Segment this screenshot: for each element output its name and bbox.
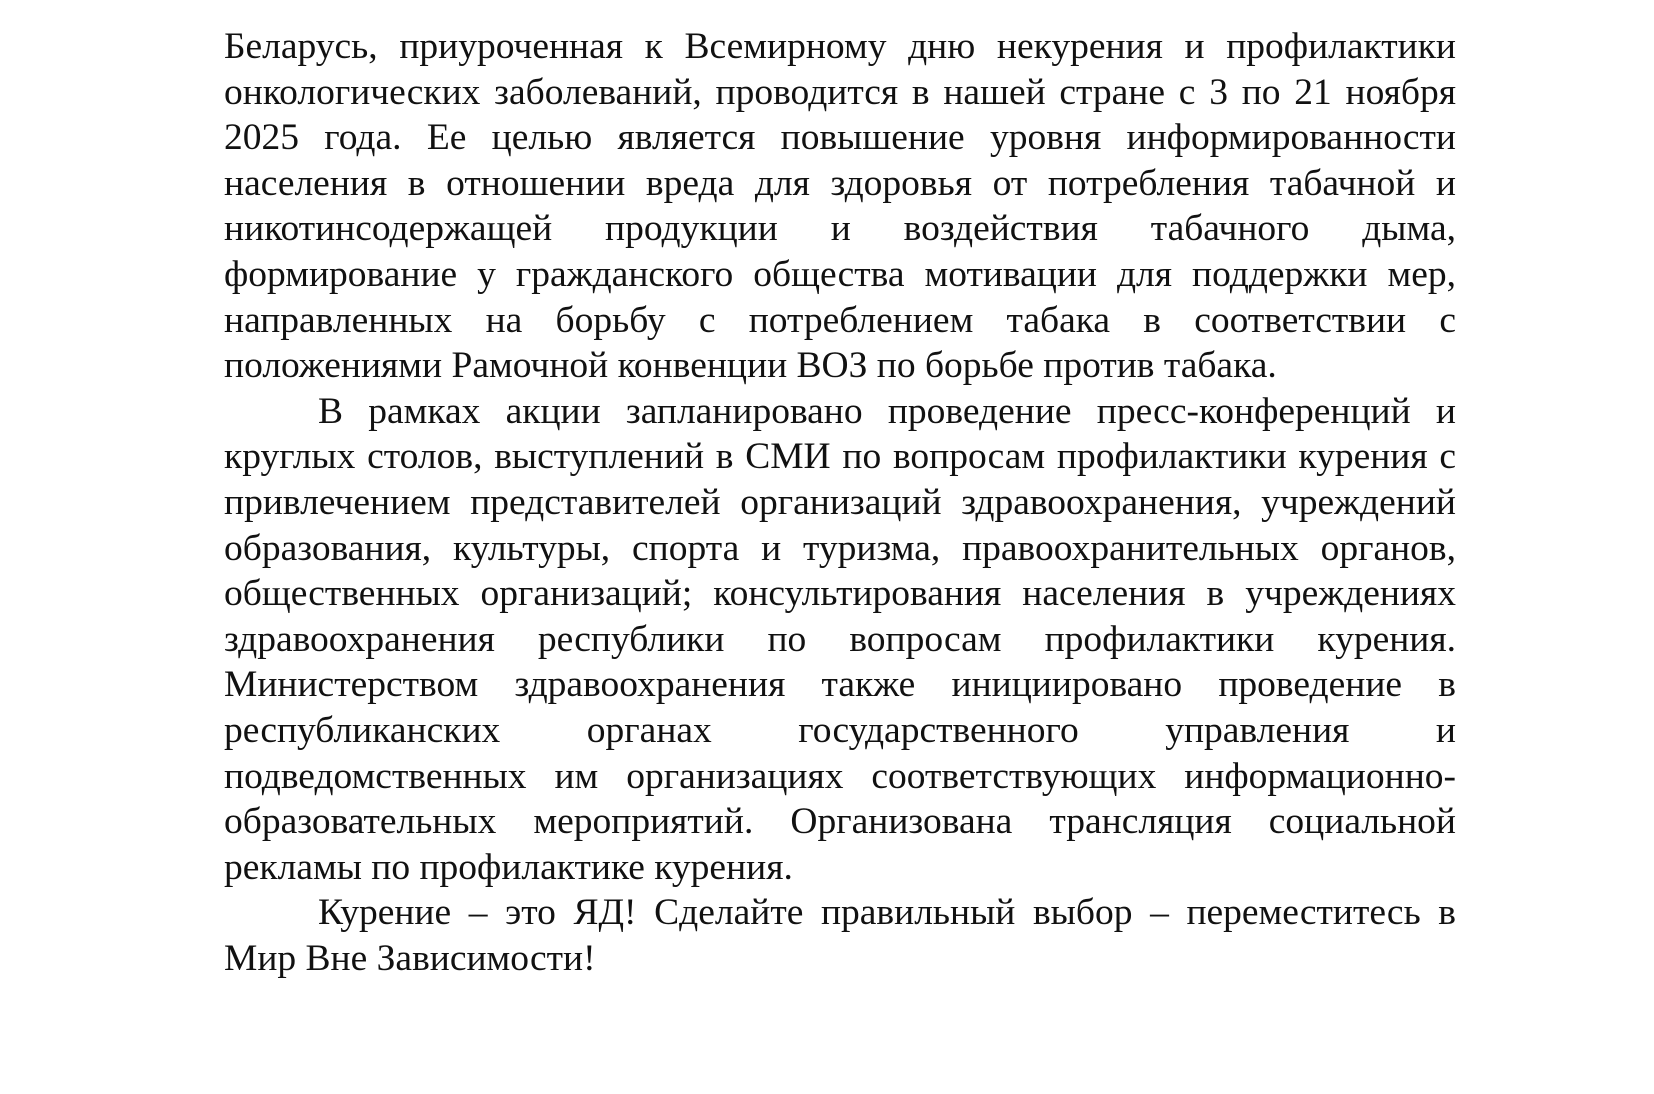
- document-page: [224, 24, 1456, 981]
- paragraph-planned-activities: В рамках акции запланировано проведение пресс-конференций и круглых столов, выступлений в СМИ по вопросам профилактики курения с привлечением представителей организаций здравоохранения, учреждений образования, культуры, спорта и туризма, правоохранительных органов, общественных организаций; консультирования населения в учреждениях здравоохранения республики по вопросам профилактики курения. Министерством здравоохранения также инициировано проведение в республиканских органах государственного управления и подведомственных им организациях соответствующих информационно-образовательных мероприятий. Организована трансляция социальной рекламы по профилактике курения.: [224, 390, 1456, 888]
- paragraph-campaign-description: Беларусь, приуроченная к Всемирному дню некурения и профилактики онкологических заболеваний, проводится в нашей стране с 3 по 21 ноября 2025 года. Ее целью является повышение уровня информированности населения в отношении вреда для здоровья от потребления табачной и никотинсодержащей продукции и воздействия табачного дыма, формирование у гражданского общества мотивации для поддержки мер, направленных на борьбу с потреблением табака в соответствии с положениями Рамочной конвенции ВОЗ по борьбе против табака.: [224, 26, 1456, 387]
- paragraph-closing-call: Курение – это ЯД! Сделайте правильный выбор – переместитесь в Мир Вне Зависимости!: [224, 892, 1456, 979]
